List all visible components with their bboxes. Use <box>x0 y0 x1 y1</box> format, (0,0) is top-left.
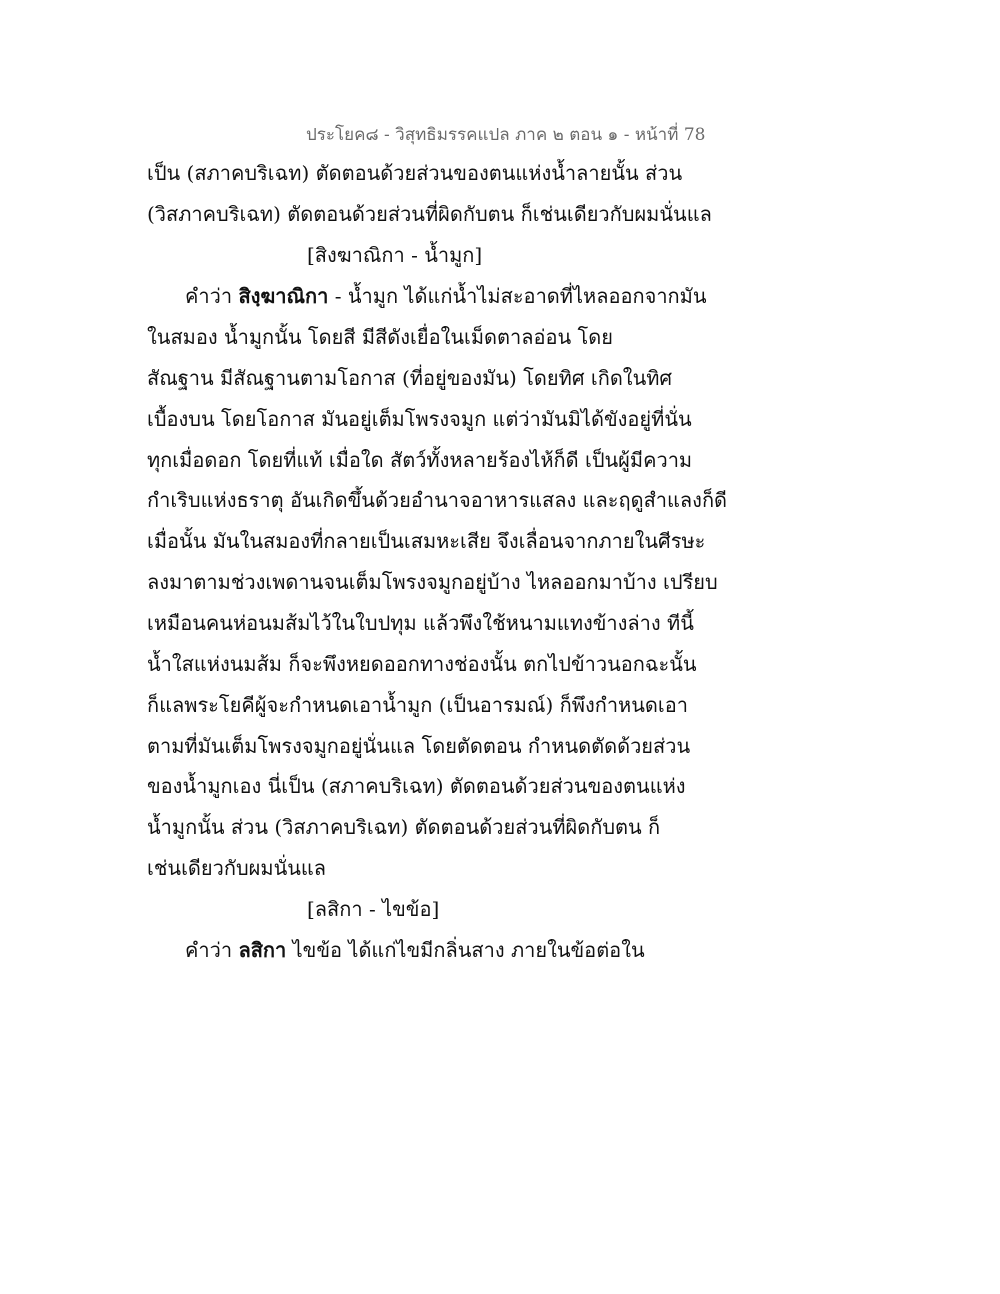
text-line: (วิสภาคบริเฉท) ตัดตอนด้วยส่วนที่ผิดกับตน ก็เช่นเดียวกับผมนั่นแล <box>147 202 712 226</box>
text-line: ทุกเมื่อดอก โดยที่แท้ เมื่อใด สัตว์ทั้งหลายร้องไห้ก็ดี เป็นผู้มีความ <box>147 448 693 472</box>
text-line: ลงมาตามช่วงเพดานจนเต็มโพรงจมูกอยู่บ้าง ไหลออกมาบ้าง เปรียบ <box>147 570 718 594</box>
paragraph-rest: ไขข้อ ได้แก่ไขมีกลิ่นสาง ภายในข้อต่อใน <box>286 938 645 962</box>
paragraph-first-line <box>185 281 707 311</box>
text-line: กำเริบแห่งธราตุ อันเกิดขึ้นด้วยอำนาจอาหารแสลง และฤดูสำแลงก็ดี <box>147 488 728 512</box>
text-line: น้ำมูกนั้น ส่วน (วิสภาคบริเฉท) ตัดตอนด้วยส่วนที่ผิดกับตน ก็ <box>147 815 661 839</box>
section-heading: [ลสิกา - ไขข้อ] <box>307 897 440 921</box>
paragraph-rest: - น้ำมูก ได้แก่น้ำไม่สะอาดที่ไหลออกจากมัน <box>328 284 707 308</box>
text-line: ตามที่มันเต็มโพรงจมูกอยู่นั่นแล โดยตัดตอน กำหนดตัดด้วยส่วน <box>147 734 691 758</box>
text-line: น้ำใสแห่งนมส้ม ก็จะพึงหยดออกทางช่องนั้น ตกไปข้าวนอกฉะนั้น <box>147 652 697 676</box>
text-line: เมื่อนั้น มันในสมองที่กลายเป็นเสมหะเสีย จึงเลื่อนจากภายในศีรษะ <box>147 529 706 553</box>
paragraph-lead: คำว่า <box>185 938 239 962</box>
paragraph-lead: คำว่า <box>185 284 239 308</box>
running-header: ประโยค๘ - วิสุทธิมรรคแปล ภาค ๒ ตอน ๑ - หน้าที่ 78 <box>306 125 706 145</box>
text-line: สัณฐาน มีสัณฐานตามโอกาส (ที่อยู่ของมัน) โดยทิศ เกิดในทิศ <box>147 366 673 390</box>
text-line: เหมือนคนห่อนมส้มไว้ในใบปทุม แล้วพึงใช้หนามแทงข้างล่าง ทีนี้ <box>147 611 694 635</box>
term-bold: ลสิกา <box>238 938 287 962</box>
paragraph-first-line <box>185 935 645 965</box>
text-line: ในสมอง น้ำมูกนั้น โดยสี มีสีดังเยื่อในเม็ดตาลอ่อน โดย <box>147 325 614 349</box>
text-line: ของน้ำมูกเอง นี่เป็น (สภาคบริเฉท) ตัดตอนด้วยส่วนของตนแห่ง <box>147 774 686 798</box>
section-heading: [สิงฆาณิกา - น้ำมูก] <box>307 243 483 267</box>
text-line: เป็น (สภาคบริเฉท) ตัดตอนด้วยส่วนของตนแห่งน้ำลายนั้น ส่วน <box>147 161 683 185</box>
text-line: ก็แลพระโยคีผู้จะกำหนดเอาน้ำมูก (เป็นอารมณ์) ก็พึงกำหนดเอา <box>147 693 688 717</box>
text-line: เบื้องบน โดยโอกาส มันอยู่เต็มโพรงจมูก แต่ว่ามันมิได้ขังอยู่ที่นั่น <box>147 407 692 431</box>
text-line: เช่นเดียวกับผมนั่นแล <box>147 856 327 880</box>
term-bold: สิงฺฆาณิกา <box>238 284 329 308</box>
